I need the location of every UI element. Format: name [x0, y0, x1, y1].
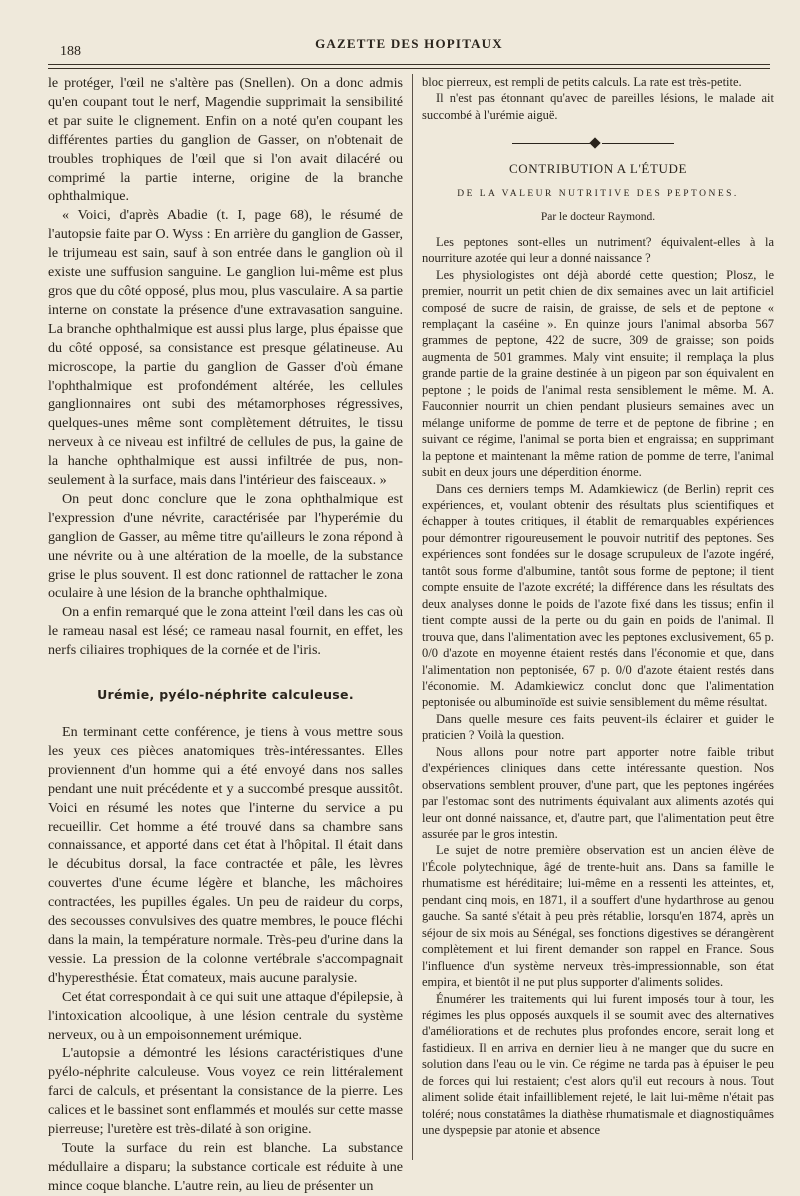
paragraph: le protéger, l'œil ne s'altère pas (Snellen). On a donc admis qu'en coupant tout le nerf, Magendie supprimait la sensibilité et par suite le clignement. Enfin on a noté qu'en coupant les différentes parties du ganglion de Gasser, on n'obtenait de troubles trophiques de l'œil que si l'on avait dilacéré ou comprimé la partie interne, origine de la branche ophthalmique.: [48, 75, 403, 205]
left-column: [48, 74, 403, 1194]
ornament-diamond: [589, 138, 600, 149]
paragraph: En terminant cette conférence, je tiens à vous mettre sous les yeux ces pièces anatomiques très-intéressantes. Elles proviennent d'un homme qui a été envoyé dans nos salles pendant une nuit précédente et y a succombé presque aussitôt. Voici en résumé les notes que l'interne du service a pu recueillir. Cet homme a été trouvé dans sa chambre sans connaissance, et apporté dans cet état à l'hôpital. Il était dans le décubitus dorsal, la face contractée et pâle, les lèvres couvertes d'une écume légère et blanche, les mâchoires contractées, les pupilles égales. Un peu de raideur du corps, des secousses convulsives des quatre membres, le pouce fléchi dans la main, la température normale. Très-peu d'urine dans la vessie. La pression de la colonne vertébrale s'accompagnait d'hyperesthésie. État comateux, mais aucune paralysie.: [48, 724, 403, 986]
header-rule-bottom: [48, 68, 770, 69]
paragraph: L'autopsie a démontré les lésions caractéristiques d'une pyélo-néphrite calculeuse. Vous voyez ce rein littéralement farci de calculs, et présentant la consistance de la pierre. Les calices et le bassinet sont enflammés et moulés sur cette masse pierreuse; l'uretère est très-dilaté à son origine.: [48, 1045, 403, 1138]
article-title: CONTRIBUTION A L'ÉTUDE: [508, 161, 688, 177]
column-divider: [412, 74, 413, 1160]
paragraph: bloc pierreux, est rempli de petits calculs. La rate est très-petite.: [422, 75, 742, 89]
paragraph: On a enfin remarqué que le zona atteint l'œil dans les cas où le rameau nasal est lésé; ce rameau nasal fournit, en effet, les nerfs ciliaires trophiques de la cornée et de l'iris.: [48, 604, 403, 659]
ornament-line: [512, 143, 590, 144]
paragraph: Toute la surface du rein est blanche. La substance médullaire a disparu; la substance corticale est réduite à une mince coque blanche. L'autre rein, au lieu de présenter un: [48, 1139, 403, 1194]
paragraph: Énumérer les traitements qui lui furent imposés tour à tour, les régimes les plus opposés auxquels il se soumit avec des alternatives d'améliorations et de rechutes plus profondes encore, serait long et fastidieux. Il en arriva en dernier lieu à ne manger que du sucre en solution dans l'eau ou le vin. Ce régime ne tarda pas à épuiser le peu de forces qui lui restaient; c'est alors qu'il eut recours à nous. Tout aliment solide était infailliblement rejeté, le lait lui-même n'était pas toléré; nous constatâmes la diathèse rhumatismale et diagnostiquâmes une dyspepsie par atonie et absence: [422, 991, 774, 1138]
page-number: 188: [60, 44, 81, 59]
paragraph: Il n'est pas étonnant qu'avec de pareilles lésions, le malade ait succombé à l'urémie aiguë.: [422, 91, 774, 122]
section-title: Urémie, pyélo-néphrite calculeuse.: [97, 687, 354, 703]
paragraph: Nous allons pour notre part apporter notre faible tribut d'expériences cliniques dans cette intéressante question. Nos observations semblent prouver, d'une part, que les peptones ingérées par l'estomac sont des nutriments équivalant aux aliments azotés qui leur ont donné naissance, et, d'autre part, que l'alimentation peut être assurée par le gros intestin.: [422, 744, 774, 842]
paragraph: Le sujet de notre première observation est un ancien élève de l'École polytechnique, âgé de trente-huit ans. Dans sa famille le rhumatisme est héréditaire; lui-même en a ressenti les atteintes, et, pendant cinq mois, en 1871, il a souffert d'une hydarthrose au genou gauche. Sa santé s'était à peu près rétablie, lorsqu'en 1874, après un séjour de six mois au Sénégal, ses fonctions digestives se dérangèrent complètement et lui firent demander son rappel en France. Sous l'influence d'un système nerveux très-impressionnable, son état empira, et bientôt il ne put plus supporter d'aliments solides.: [422, 843, 774, 990]
right-column: [422, 74, 774, 1160]
article-subtitle: DE LA VALEUR NUTRITIVE DES PEPTONES.: [457, 188, 739, 199]
paragraph: Dans ces derniers temps M. Adamkiewicz (de Berlin) reprit ces expériences, et, voulant obtenir des résultats plus scientifiques et échapper à toutes critiques, il établit de remarquables expériences pour démontrer rigoureusement le pouvoir nutritif des peptones. Ses expériences sont fondées sur le dosage scrupuleux de l'azote ingéré, tantôt sous forme d'albumine, tantôt sous forme de peptone; il tient compte ensuite de l'azote excrété; la différence dans les résultats des deux analyses donne le poids de l'azote fixé dans les tissus; enfin il tient compte aussi de la perte ou du gain en poids de l'animal. Il trouva que, dans l'alimentation avec les peptones exclusivement, 65 p. 0/0 d'azote en moyenne étaient restés dans l'économie et que, dans l'alimentation non peptonisée, 67 p. 0/0 d'azote étaient restés dans l'économie. M. Adamkiewicz conclut donc que l'alimentation peptonisée ou albuminoïde est suivie sensiblement du même résultat.: [422, 481, 774, 710]
paragraph: Cet état correspondait à ce qui suit une attaque d'épilepsie, à l'intoxication alcoolique, à une lésion centrale du système nerveux, ou à un empoisonnement urémique.: [48, 988, 403, 1043]
ornament-line: [602, 143, 674, 144]
paragraph: « Voici, d'après Abadie (t. I, page 68), le résumé de l'autopsie faite par O. Wyss : En arrière du ganglion de Gasser, le trijumeau est sain, sauf à son entrée dans le ganglion où il existe une suffusion sanguine. Le ganglion lui-même est plus gros que du côté opposé, plus mou, plus vasculaire. A sa partie interne on constate la présence d'une extravasation sanguine. La branche ophthalmique est aussi plus large, plus épaisse que du côté opposé, sa consistance est presque gélatineuse. Au microscope, la partie du ganglion de Gasser d'où émane l'ophthalmique est profondément altérée, les cellules ganglionnaires ont subi des métamorphoses régressives, quelques-unes même sont complètement détruites, le tissu nerveux à ce niveau est infiltré de cellules de pus, la gaine de la hanche ophthalmique est aussi infiltrée de pus, non-seulement à la surface, mais dans l'intérieur des faisceaux. »: [48, 207, 403, 489]
page-header: [48, 36, 770, 60]
article-author: Par le docteur Raymond.: [540, 211, 656, 224]
header-rule-top: [48, 64, 770, 65]
paragraph: On peut donc conclure que le zona ophthalmique est l'expression d'une névrite, caractérisée par l'hyperémie du ganglion de Gasser, au même titre qu'ailleurs le zona répond à une névrite ou à une altération de la moelle, de la substance grise le plus souvent. Il est donc rationnel de rattacher le zona oculaire à une lésion de la branche ophthalmique.: [48, 490, 403, 602]
section-ornament: [422, 139, 774, 147]
paragraph: Les physiologistes ont déjà abordé cette question; Plosz, le premier, nourrit un petit chien de dix semaines avec un lait artificiel composé de sucre de raisin, de graisse, de sels et de peptone « remplaçant la caséine ». En quinze jours l'animal absorba 567 grammes de peptone, 422 de sucre, 309 de graisse; son poids augmenta de 501 grammes. Maly vint ensuite; il remplaça la plus grande partie de la graine destinée à un pigeon par son équivalent en peptone ; le poids de l'animal resta sensiblement le même. M. A. Fauconnier nourrit un chien pendant plusieurs semaines avec un mélange uniforme de pomme de terre et de peptone de fibrine ; en suivant ce régime, l'animal se porta bien et engraissa; en supprimant la peptone et maintenant la même ration de pomme de terre, l'animal subit en deux jours une déperdition énorme.: [422, 267, 774, 480]
paragraph: Les peptones sont-elles un nutriment? équivalent-elles à la nourriture azotée qui leur a donné naissance ?: [422, 234, 774, 266]
running-title: GAZETTE DES HOPITAUX: [315, 36, 503, 51]
paragraph: Dans quelle mesure ces faits peuvent-ils éclairer et guider le praticien ? Voilà la question.: [422, 711, 774, 743]
